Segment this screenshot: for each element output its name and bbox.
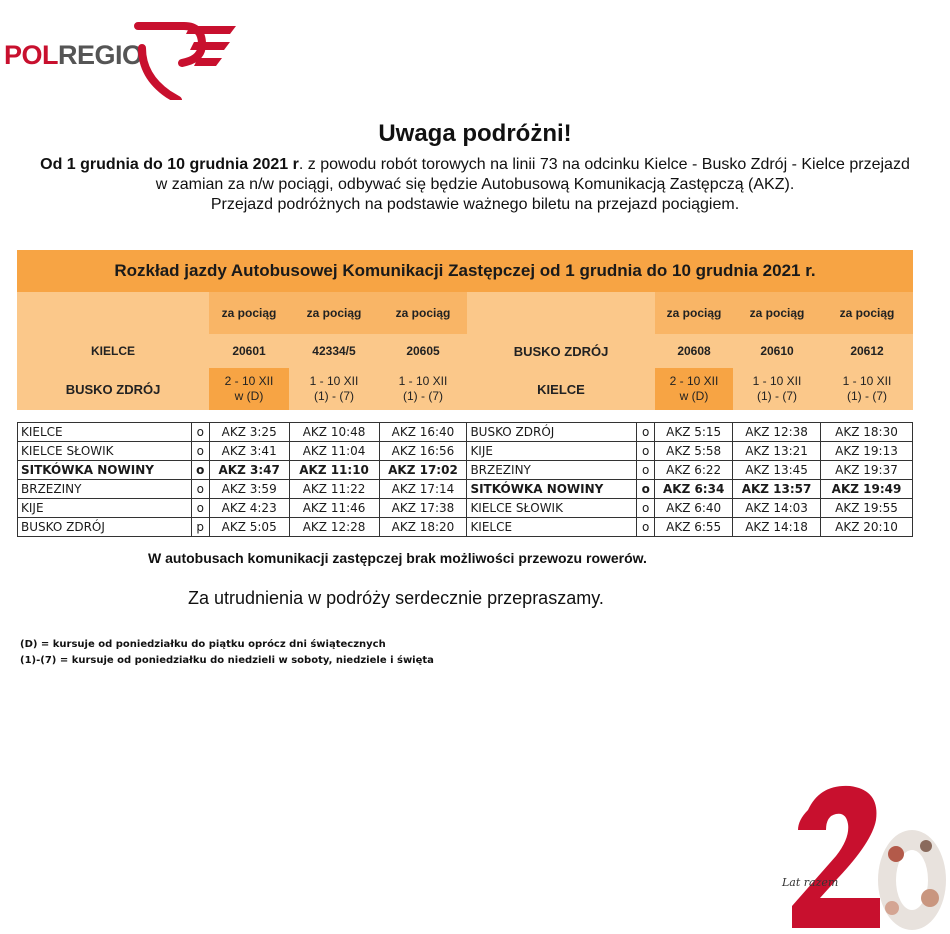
time-cell: AKZ 6:55 (655, 518, 733, 537)
schedule-banner: Rozkład jazdy Autobusowej Komunikacji Zastępczej od 1 grudnia do 10 grudnia 2021 r. (17, 250, 913, 292)
station-cell: SITKÓWKA NOWINY (467, 480, 637, 499)
instead-label: za pociąg (209, 292, 289, 334)
time-cell: AKZ 5:15 (655, 423, 733, 442)
time-cell: AKZ 5:58 (655, 442, 733, 461)
time-cell: AKZ 6:22 (655, 461, 733, 480)
instead-label: za pociąg (379, 292, 467, 334)
time-cell: AKZ 5:05 (209, 518, 289, 537)
stop-type-cell: o (637, 461, 655, 480)
table-row (18, 480, 913, 499)
stop-type-cell: o (191, 480, 209, 499)
train-number: 20605 (379, 334, 467, 368)
right-to-station: KIELCE (467, 368, 655, 410)
stop-type-cell: o (191, 461, 209, 480)
schedule-header (17, 250, 913, 410)
page-title: Uwaga podróżni! (378, 120, 572, 147)
time-cell: AKZ 18:30 (821, 423, 913, 442)
station-cell: KIELCE (18, 423, 192, 442)
station-cell: KIELCE SŁOWIK (467, 499, 637, 518)
blank-cell (17, 292, 209, 334)
legend-d: (D) = kursuje od poniedziałku do piątku oprócz dni świątecznych (20, 639, 386, 650)
time-cell: AKZ 17:38 (379, 499, 467, 518)
stop-type-cell: o (637, 499, 655, 518)
legend-1-7: (1)-(7) = kursuje od poniedziałku do niedzieli w soboty, niedziele i święta (20, 655, 434, 666)
station-cell: BRZEZINY (467, 461, 637, 480)
instead-label: za pociąg (289, 292, 379, 334)
time-cell: AKZ 12:28 (289, 518, 379, 537)
time-cell: AKZ 14:18 (733, 518, 821, 537)
time-cell: AKZ 19:37 (821, 461, 913, 480)
station-cell: KIELCE (467, 518, 637, 537)
time-cell: AKZ 4:23 (209, 499, 289, 518)
stop-type-cell: p (191, 518, 209, 537)
train-number: 20601 (209, 334, 289, 368)
table-row (18, 442, 913, 461)
twenty-years-icon (780, 780, 950, 934)
train-days: 1 - 10 XII (1) - (7) (289, 368, 379, 410)
time-cell: AKZ 11:22 (289, 480, 379, 499)
logo-wordmark: POLREGIO (4, 40, 143, 70)
table-row (18, 461, 913, 480)
intro-bold: Od 1 grudnia do 10 grudnia 2021 r (40, 156, 299, 173)
badge-caption: Lat razem (782, 876, 839, 889)
time-cell: AKZ 16:56 (379, 442, 467, 461)
time-cell: AKZ 3:41 (209, 442, 289, 461)
stop-type-cell: o (637, 518, 655, 537)
time-cell: AKZ 17:14 (379, 480, 467, 499)
intro-rest: . z powodu robót torowych na linii 73 na odcinku Kielce - Busko Zdrój - Kielce przejazd w zamian za n/w pociągi, odbywać się będzie Autobusową Komunikacją Zastępczą (AKZ). (155, 156, 910, 193)
station-cell: BUSKO ZDRÓJ (467, 423, 637, 442)
left-to-station: BUSKO ZDRÓJ (17, 368, 209, 410)
blank-cell (467, 292, 655, 334)
table-row (18, 518, 913, 537)
train-days: 2 - 10 XII w (D) (655, 368, 733, 410)
time-cell: AKZ 13:21 (733, 442, 821, 461)
time-cell: AKZ 3:25 (209, 423, 289, 442)
bikes-note: W autobusach komunikacji zastępczej brak możliwości przewozu rowerów. (148, 550, 647, 566)
stop-type-cell: o (191, 423, 209, 442)
time-cell: AKZ 11:04 (289, 442, 379, 461)
time-cell: AKZ 20:10 (821, 518, 913, 537)
stop-type-cell: o (637, 480, 655, 499)
station-cell: KIELCE SŁOWIK (18, 442, 192, 461)
intro-text (40, 155, 910, 215)
time-cell: AKZ 19:49 (821, 480, 913, 499)
stop-type-cell: o (191, 442, 209, 461)
instead-label: za pociąg (733, 292, 821, 334)
time-cell: AKZ 6:40 (655, 499, 733, 518)
time-cell: AKZ 17:02 (379, 461, 467, 480)
stop-type-cell: o (637, 423, 655, 442)
train-days: 2 - 10 XII w (D) (209, 368, 289, 410)
apology-note: Za utrudnienia w podróży serdecznie przepraszamy. (188, 588, 604, 608)
station-cell: BRZEZINY (18, 480, 192, 499)
intro-line3: Przejazd podróżnych na podstawie ważnego biletu na przejazd pociągiem. (210, 196, 740, 213)
left-from-station: KIELCE (17, 334, 209, 368)
station-cell: SITKÓWKA NOWINY (18, 461, 192, 480)
time-cell: AKZ 11:10 (289, 461, 379, 480)
time-cell: AKZ 19:13 (821, 442, 913, 461)
train-days: 1 - 10 XII (1) - (7) (821, 368, 913, 410)
station-cell: KIJE (18, 499, 192, 518)
train-days: 1 - 10 XII (1) - (7) (733, 368, 821, 410)
table-row (18, 499, 913, 518)
train-days: 1 - 10 XII (1) - (7) (379, 368, 467, 410)
time-cell: AKZ 11:46 (289, 499, 379, 518)
time-cell: AKZ 10:48 (289, 423, 379, 442)
time-cell: AKZ 3:47 (209, 461, 289, 480)
time-cell: AKZ 6:34 (655, 480, 733, 499)
time-cell: AKZ 14:03 (733, 499, 821, 518)
right-from-station: BUSKO ZDRÓJ (467, 334, 655, 368)
station-cell: BUSKO ZDRÓJ (18, 518, 192, 537)
time-cell: AKZ 16:40 (379, 423, 467, 442)
train-number: 42334/5 (289, 334, 379, 368)
time-cell: AKZ 13:45 (733, 461, 821, 480)
polregio-logo (4, 18, 244, 100)
instead-label: za pociąg (655, 292, 733, 334)
time-cell: AKZ 13:57 (733, 480, 821, 499)
anniversary-badge (780, 780, 950, 934)
instead-label: za pociąg (821, 292, 913, 334)
train-number: 20612 (821, 334, 913, 368)
time-cell: AKZ 12:38 (733, 423, 821, 442)
time-cell: AKZ 18:20 (379, 518, 467, 537)
time-cell: AKZ 3:59 (209, 480, 289, 499)
legend (20, 637, 434, 669)
train-number: 20610 (733, 334, 821, 368)
logo-symbol-icon (124, 18, 244, 100)
train-number: 20608 (655, 334, 733, 368)
table-row (18, 423, 913, 442)
station-cell: KIJE (467, 442, 637, 461)
timetable (17, 422, 913, 537)
stop-type-cell: o (637, 442, 655, 461)
time-cell: AKZ 19:55 (821, 499, 913, 518)
stop-type-cell: o (191, 499, 209, 518)
